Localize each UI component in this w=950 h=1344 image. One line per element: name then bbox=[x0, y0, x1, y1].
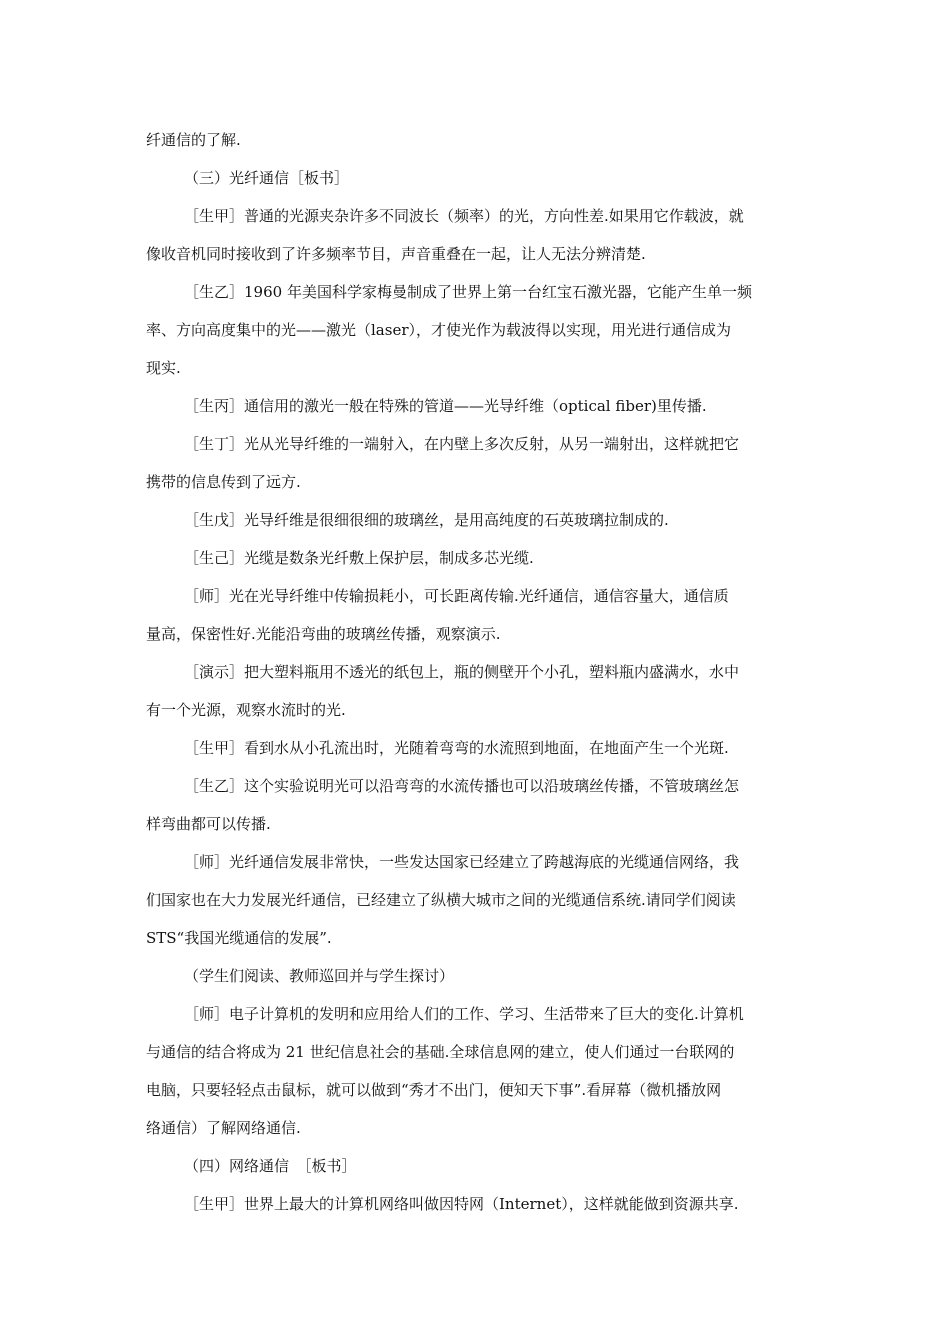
text-line: 样弯曲都可以传播. bbox=[146, 815, 271, 833]
text-line: 络通信）了解网络通信. bbox=[146, 1119, 301, 1137]
text-line: ［生甲］看到水从小孔流出时，光随着弯弯的水流照到地面，在地面产生一个光斑. bbox=[184, 739, 729, 757]
text-line: 们国家也在大力发展光纤通信，已经建立了纵横大城市之间的光缆通信系统.请同学们阅读 bbox=[146, 891, 736, 909]
text-line: 与通信的结合将成为 21 世纪信息社会的基础.全球信息网的建立，使人们通过一台联网的 bbox=[146, 1043, 735, 1061]
text-line: 现实. bbox=[146, 359, 181, 377]
text-line: 电脑，只要轻轻点击鼠标，就可以做到“秀才不出门，便知天下事”.看屏幕（微机播放网 bbox=[146, 1081, 722, 1099]
text-line: 量高，保密性好.光能沿弯曲的玻璃丝传播，观察演示. bbox=[146, 625, 501, 643]
text-line: ［生乙］这个实验说明光可以沿弯弯的水流传播也可以沿玻璃丝传播，不管玻璃丝怎 bbox=[184, 777, 740, 795]
text-line: ［生己］光缆是数条光纤敷上保护层，制成多芯光缆. bbox=[184, 549, 534, 567]
text-line: ［生戊］光导纤维是很细很细的玻璃丝，是用高纯度的石英玻璃拉制成的. bbox=[184, 511, 669, 529]
text-line: 率、方向高度集中的光——激光（laser），才使光作为载波得以实现，用光进行通信成为 bbox=[146, 321, 731, 339]
text-line: ［生丙］通信用的激光一般在特殊的管道——光导纤维（optical fiber)里传播. bbox=[184, 397, 707, 415]
text-line: ［生丁］光从光导纤维的一端射入，在内壁上多次反射，从另一端射出，这样就把它 bbox=[184, 435, 740, 453]
text-line: ［生甲］世界上最大的计算机网络叫做因特网（Internet），这样就能做到资源共享. bbox=[184, 1195, 739, 1213]
section-heading: （三）光纤通信［板书］ bbox=[184, 169, 350, 187]
text-line: ［师］光在光导纤维中传输损耗小，可长距离传输.光纤通信，通信容量大，通信质 bbox=[184, 587, 729, 605]
text-line: 有一个光源，观察水流时的光. bbox=[146, 701, 346, 719]
text-line: （学生们阅读、教师巡回并与学生探讨） bbox=[184, 967, 455, 985]
text-line: 像收音机同时接收到了许多频率节目，声音重叠在一起，让人无法分辨清楚. bbox=[146, 245, 646, 263]
text-line: ［师］电子计算机的发明和应用给人们的工作、学习、生活带来了巨大的变化.计算机 bbox=[184, 1005, 744, 1023]
text-line: ［生甲］普通的光源夹杂许多不同波长（频率）的光，方向性差.如果用它作载波，就 bbox=[184, 207, 744, 225]
text-line: 纤通信的了解. bbox=[146, 131, 241, 149]
text-line: ［生乙］1960 年美国科学家梅曼制成了世界上第一台红宝石激光器，它能产生单一频 bbox=[184, 283, 752, 301]
text-line: ［演示］把大塑料瓶用不透光的纸包上，瓶的侧壁开个小孔，塑料瓶内盛满水，水中 bbox=[184, 663, 740, 681]
text-line: ［师］光纤通信发展非常快，一些发达国家已经建立了跨越海底的光缆通信网络，我 bbox=[184, 853, 740, 871]
text-line: STS“我国光缆通信的发展”. bbox=[146, 929, 332, 947]
section-heading: （四）网络通信 ［板书］ bbox=[184, 1157, 357, 1175]
text-line: 携带的信息传到了远方. bbox=[146, 473, 301, 491]
